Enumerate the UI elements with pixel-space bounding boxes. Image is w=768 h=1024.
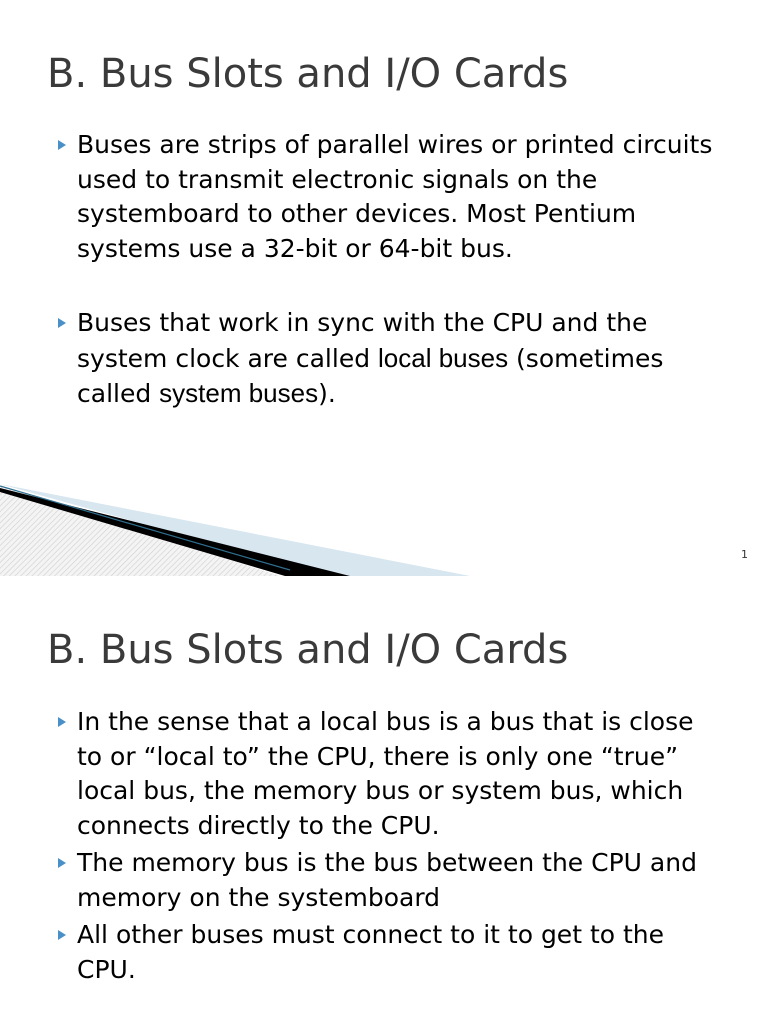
slide-title: B. Bus Slots and I/O Cards [47,627,569,673]
bullet-text: The memory bus is the bus between the CPU and memory on the systemboard [77,848,697,912]
decorative-swoosh [0,466,470,576]
triangle-bullet-icon [58,318,66,328]
bullet-list [0,705,717,987]
triangle-bullet-icon [58,930,66,940]
bullet-text: In the sense that a local bus is a bus that is close to or “local to” the CPU, there is only one “true” local bus, the memory bus or system bus, which connects directly to the CPU. [77,707,694,840]
bullet-item [0,846,717,915]
bullet-item [0,705,717,843]
bullet-item [0,918,717,987]
bullet-item [0,128,717,266]
bullet-list [0,128,717,412]
triangle-bullet-icon [58,858,66,868]
bullet-text-part: ). [318,379,336,408]
page-number: 1 [741,548,748,561]
slide-title: B. Bus Slots and I/O Cards [47,51,569,97]
bullet-text-part: Buses that work in sync with the CPU and the system clock are called [77,308,648,373]
triangle-bullet-icon [58,140,66,150]
bullet-text-part: (sometimes called [77,343,664,408]
bullet-item [0,306,717,412]
triangle-bullet-icon [58,717,66,727]
slide-2 [0,576,768,1024]
bullet-text: All other buses must connect to it to get to the CPU. [77,920,665,984]
term-system-buses: system buses [159,378,319,408]
term-local-buses: local buses [378,342,509,373]
bullet-text: Buses are strips of parallel wires or printed circuits used to transmit electronic signals on the systemboard to other devices. Most Pentium systems use a 32-bit or 64-bit bus. [77,130,713,263]
